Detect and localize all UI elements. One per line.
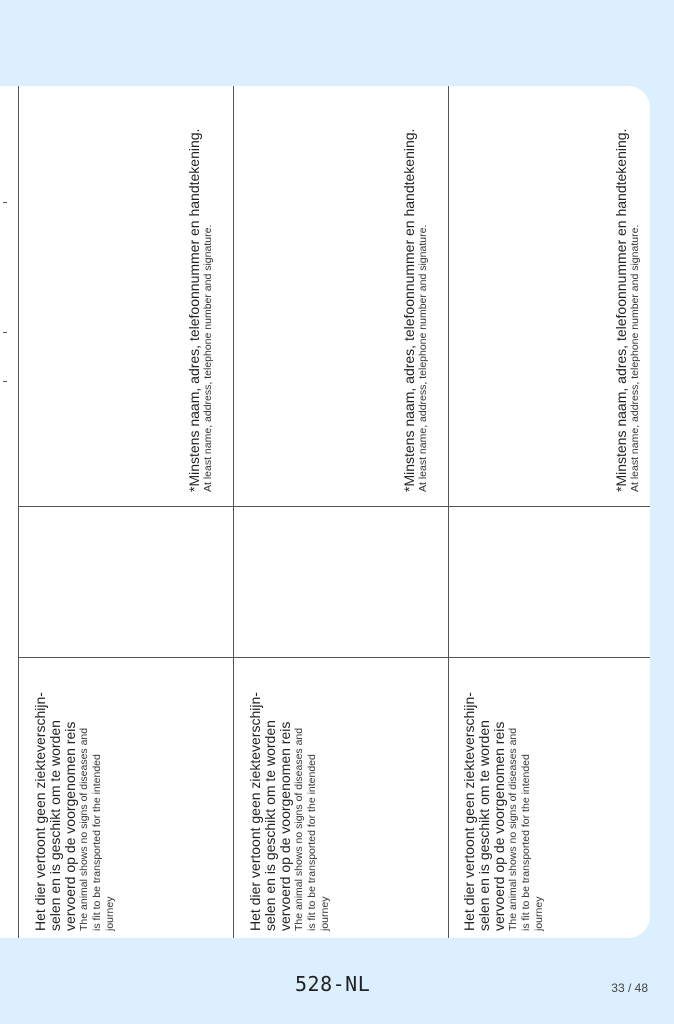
page-number: 33 / 48 — [611, 981, 648, 995]
health-line-nl: vervoerd op de voorgenomen reis — [491, 721, 507, 931]
health-line-nl: vervoerd op de voorgenomen reis — [62, 721, 78, 931]
form-code: 528-NL — [295, 972, 371, 996]
health-line-nl: selen en is geschikt om te worden — [476, 720, 492, 931]
health-line-en: is fit to be transported for the intended — [520, 754, 532, 931]
signature-note-nl: *Minstens naam, adres, telefoonnummer en handtekening. — [401, 128, 417, 492]
health-line-en: journey — [104, 896, 116, 931]
signature-note-en: At least name, address, telephone number and signature. — [417, 224, 429, 492]
health-line-en: The animal shows no signs of diseases and — [78, 727, 90, 931]
signature-note-row-1 — [186, 129, 215, 492]
health-line-en: is fit to be transported for the intended — [306, 754, 318, 931]
previous-column-stub — [0, 86, 18, 506]
health-statement-row-2 — [248, 692, 332, 931]
column-divider-signature — [18, 506, 650, 507]
form-page — [0, 86, 650, 938]
health-line-en: journey — [533, 896, 545, 931]
health-line-en: The animal shows no signs of diseases and — [293, 727, 305, 931]
signature-note-en: At least name, address, telephone number and signature. — [629, 224, 641, 492]
column-divider-health — [18, 657, 650, 658]
row-divider-2 — [448, 86, 449, 938]
signature-note-nl: *Minstens naam, adres, telefoonnummer en handtekening. — [186, 128, 202, 492]
health-line-en: The animal shows no signs of diseases and — [507, 727, 519, 931]
health-line-en: is fit to be transported for the intended — [91, 754, 103, 931]
health-statement-row-3 — [462, 692, 546, 931]
health-line-nl: vervoerd op de voorgenomen reis — [277, 721, 293, 931]
row-divider-0 — [18, 86, 19, 938]
health-line-nl: Het dier vertoont geen ziekteverschijn- — [247, 692, 263, 931]
health-line-nl: Het dier vertoont geen ziekteverschijn- — [461, 692, 477, 931]
health-line-nl: selen en is geschikt om te worden — [262, 720, 278, 931]
signature-note-row-3 — [613, 129, 642, 492]
health-statement-row-1 — [33, 692, 117, 931]
health-line-en: journey — [319, 896, 331, 931]
signature-note-nl: *Minstens naam, adres, telefoonnummer en handtekening. — [613, 128, 629, 492]
health-line-nl: selen en is geschikt om te worden — [47, 720, 63, 931]
signature-note-row-2 — [401, 129, 430, 492]
row-divider-1 — [233, 86, 234, 938]
signature-note-en: At least name, address, telephone number and signature. — [202, 224, 214, 492]
health-line-nl: Het dier vertoont geen ziekteverschijn- — [32, 692, 48, 931]
